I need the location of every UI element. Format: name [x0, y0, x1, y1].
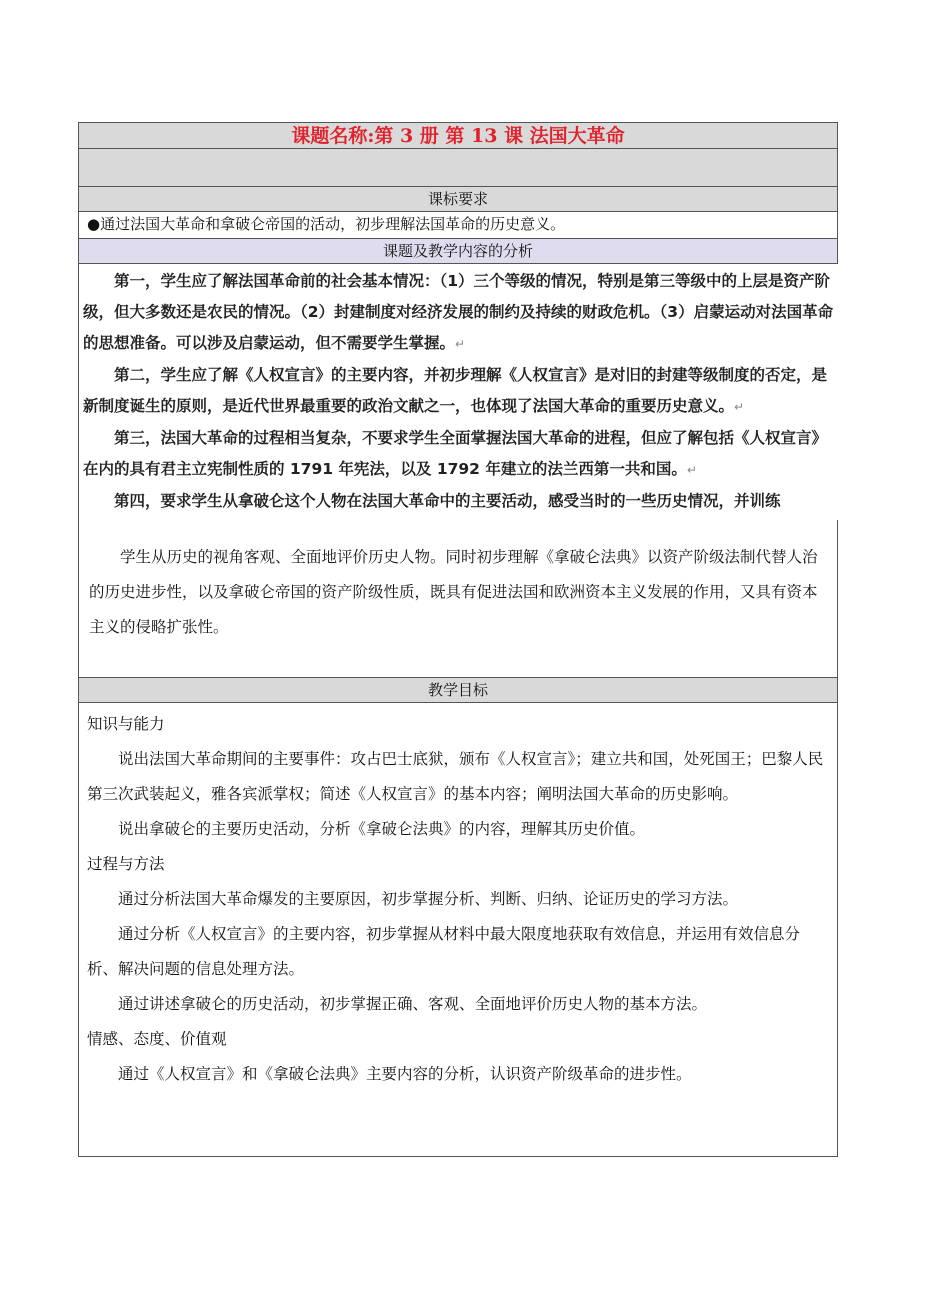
analysis-header: 课题及教学内容的分析 [78, 239, 838, 264]
analysis-paragraph: 第三，法国大革命的过程相当复杂，不要求学生全面掌握法国大革命的进程，但应了解包括《人权宣言》在内的具有君主立宪制性质的 1791 年宪法，以及 1792 年建立的法兰西第一共和国。↵ [83, 429, 828, 478]
return-mark: ↵ [455, 337, 466, 351]
return-mark: ↵ [734, 400, 745, 414]
curriculum-requirement: ●通过法国大革命和拿破仑帝国的活动，初步理解法国革命的历史意义。 [78, 212, 838, 239]
goal-item: 通过分析法国大革命爆发的主要原因，初步掌握分析、判断、归纳、论证历史的学习方法。 [118, 890, 739, 908]
blank-shaded-row [78, 149, 838, 187]
goals-content [78, 703, 838, 1157]
goal-item: 说出法国大革命期间的主要事件：攻占巴士底狱，颁布《人权宣言》；建立共和国，处死国王；巴黎人民第三次武装起义，雅各宾派掌权；简述《人权宣言》的基本内容；阐明法国大革命的历史影响。 [87, 750, 824, 803]
curriculum-header: 课标要求 [78, 187, 838, 212]
analysis-content [78, 264, 838, 520]
analysis-continuation [78, 520, 838, 678]
goal-item: 通过分析《人权宣言》的主要内容，初步掌握从材料中最大限度地获取有效信息，并运用有效信息分析、解决问题的信息处理方法。 [87, 925, 801, 978]
return-mark: ↵ [686, 463, 697, 477]
knowledge-title: 知识与能力 [87, 715, 165, 733]
lesson-title: 课题名称:第 3 册 第 13 课 法国大革命 [78, 122, 838, 149]
goals-header: 教学目标 [78, 678, 838, 703]
emotion-title: 情感、态度、价值观 [87, 1030, 227, 1048]
analysis-paragraph: 第四，要求学生从拿破仑这个人物在法国大革命中的主要活动，感受当时的一些历史情况，并训练 [114, 492, 781, 510]
analysis-paragraph: 第一，学生应了解法国革命前的社会基本情况：（1）三个等级的情况，特别是第三等级中的上层是资产阶级，但大多数还是农民的情况。（2）封建制度对经济发展的制约及持续的财政危机。（3）启蒙运动对法国革命的思想准备。可以涉及启蒙运动，但不需要学生掌握。↵ [83, 272, 834, 352]
goal-item: 通过讲述拿破仑的历史活动，初步掌握正确、客观、全面地评价历史人物的基本方法。 [118, 995, 708, 1013]
continuation-paragraph: 学生从历史的视角客观、全面地评价历史人物。同时初步理解《拿破仑法典》以资产阶级法制代替人治的历史进步性，以及拿破仑帝国的资产阶级性质，既具有促进法国和欧洲资本主义发展的作用，又具有资本主义的侵略扩张性。 [89, 548, 818, 636]
goal-item: 通过《人权宣言》和《拿破仑法典》主要内容的分析，认识资产阶级革命的进步性。 [118, 1065, 692, 1083]
lesson-plan-table [78, 122, 838, 1157]
process-title: 过程与方法 [87, 855, 165, 873]
goal-item: 说出拿破仑的主要历史活动，分析《拿破仑法典》的内容，理解其历史价值。 [118, 820, 646, 838]
analysis-paragraph: 第二，学生应了解《人权宣言》的主要内容，并初步理解《人权宣言》是对旧的封建等级制度的否定，是新制度诞生的原则，是近代世界最重要的政治文献之一，也体现了法国大革命的重要历史意义。↵ [83, 366, 828, 415]
